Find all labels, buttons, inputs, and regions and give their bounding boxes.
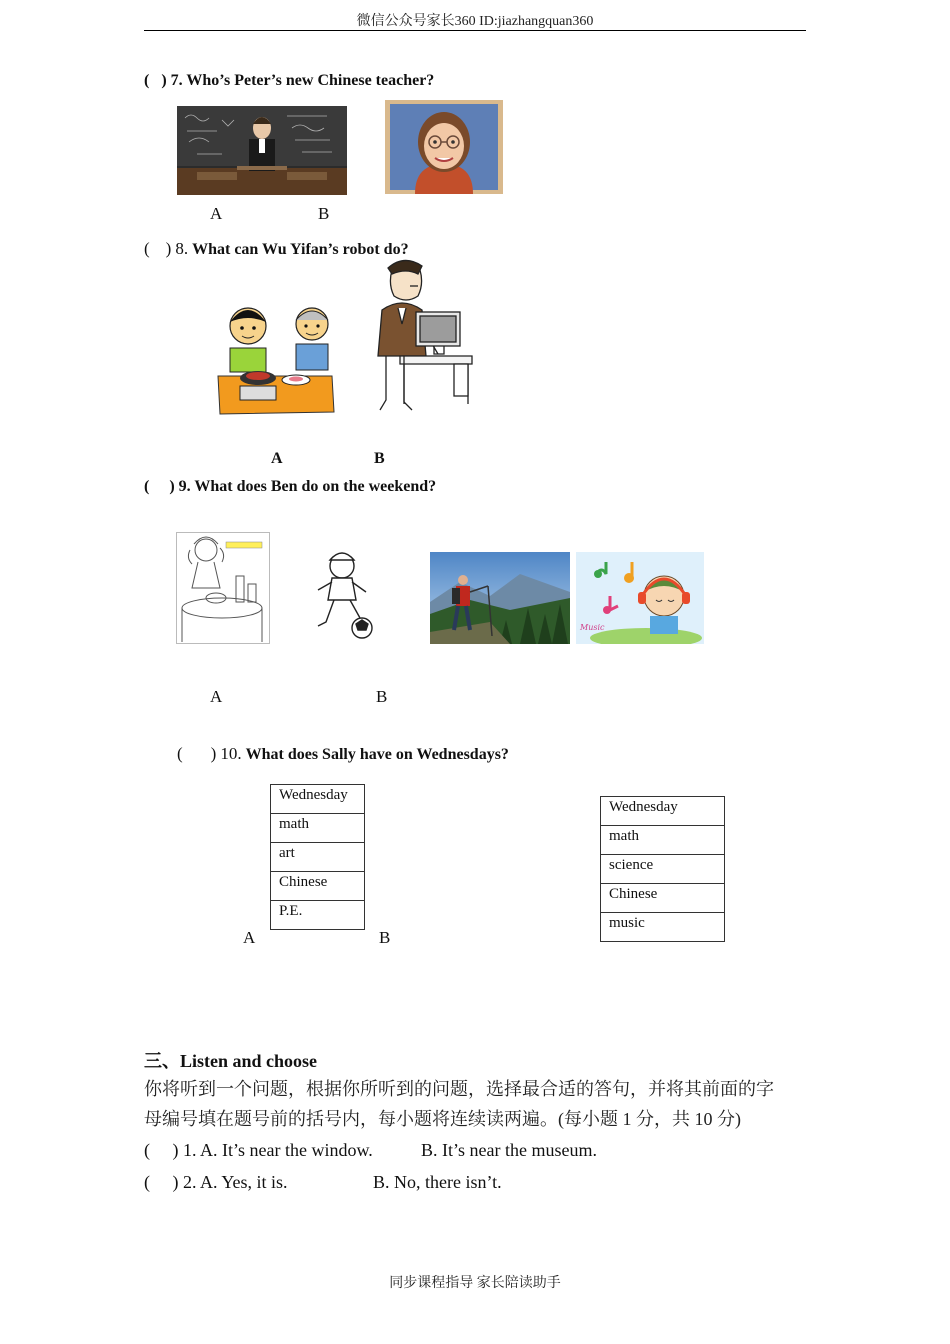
- question-7: [144, 72, 434, 90]
- table-a-cell: Chinese: [271, 872, 365, 901]
- q7-label-b: B: [318, 204, 330, 223]
- listen-item-1-option-b: B. It’s near the museum.: [421, 1140, 597, 1160]
- q7-image-b-girl-with-glasses: [385, 100, 503, 194]
- q8-image-b-man-at-computer: [370, 258, 476, 414]
- table-a-cell: art: [271, 843, 365, 872]
- q10-number: 10.: [220, 744, 242, 763]
- q10-schedule-table-b: [600, 796, 725, 942]
- question-8: [144, 239, 409, 259]
- q9-paren-open: (: [144, 478, 150, 495]
- q8-paren-close: ): [165, 239, 172, 258]
- table-a-cell: P.E.: [271, 901, 365, 930]
- svg-text:Music: Music: [580, 623, 605, 632]
- q10-schedule-table-a: [270, 784, 365, 930]
- question-10: [177, 744, 509, 764]
- section-3-instruction-line2: 母编号填在题号前的括号内，每小题将连续读两遍。(每小题 1 分，共 10 分): [144, 1109, 741, 1129]
- table-b-cell: math: [601, 826, 725, 855]
- q7-text: 7. Who’s Peter’s new Chinese teacher?: [170, 72, 435, 89]
- page-footer: 同步课程指导 家长陪读助手: [389, 1276, 561, 1291]
- header-divider: [144, 30, 806, 31]
- question-9: [144, 478, 436, 496]
- q10-paren-open: (: [177, 744, 183, 763]
- table-b-cell: Chinese: [601, 884, 725, 913]
- q9-paren-close: ): [169, 478, 175, 495]
- listen-item-1-option-a: ( ) 1. A. It’s near the window.: [144, 1140, 373, 1160]
- table-a-cell: Wednesday: [271, 785, 365, 814]
- q8-number: 8.: [175, 239, 189, 258]
- listen-item-2: [144, 1172, 288, 1193]
- q8-label-a: A: [271, 450, 283, 467]
- q8-image-a-boys-cooking: [214, 300, 336, 416]
- q9-image-girl-cooking-lineart: [176, 532, 270, 644]
- q7-paren-close: ): [161, 72, 167, 89]
- q8-label-b: B: [374, 450, 385, 467]
- section-3-instruction-line1: 你将听到一个问题，根据你所听到的问题，选择最合适的答句，并将其前面的字: [144, 1079, 774, 1099]
- q10-text: What does Sally have on Wednesdays?: [245, 746, 509, 763]
- q9-image-hiker-mountain: [430, 552, 570, 644]
- q10-label-b: B: [379, 928, 391, 947]
- table-a-cell: math: [271, 814, 365, 843]
- q8-paren-open: (: [144, 239, 150, 258]
- q7-label-a: A: [210, 204, 223, 223]
- section-3-title: 三、Listen and choose: [144, 1051, 318, 1071]
- q9-image-boy-playing-football: [310, 548, 376, 640]
- listen-item-1: [144, 1140, 373, 1161]
- q7-image-a-teacher-chalkboard: [177, 106, 347, 195]
- q9-label-b: B: [376, 687, 388, 706]
- q8-text: What can Wu Yifan’s robot do?: [192, 241, 409, 258]
- q10-paren-close: ): [210, 744, 217, 763]
- page-header: 微信公众号家长360 ID:jiazhangquan360: [356, 14, 594, 29]
- q10-label-a: A: [243, 928, 256, 947]
- q9-image-girl-listening-music: [576, 552, 704, 644]
- q9-text: 9. What does Ben do on the weekend?: [178, 478, 437, 495]
- q9-label-a: A: [210, 687, 223, 706]
- q7-paren-open: (: [144, 72, 150, 89]
- listen-item-2-option-b: B. No, there isn’t.: [373, 1172, 502, 1192]
- table-b-cell: science: [601, 855, 725, 884]
- table-b-cell: music: [601, 913, 725, 942]
- table-b-cell: Wednesday: [601, 797, 725, 826]
- listen-item-2-option-a: ( ) 2. A. Yes, it is.: [144, 1172, 288, 1192]
